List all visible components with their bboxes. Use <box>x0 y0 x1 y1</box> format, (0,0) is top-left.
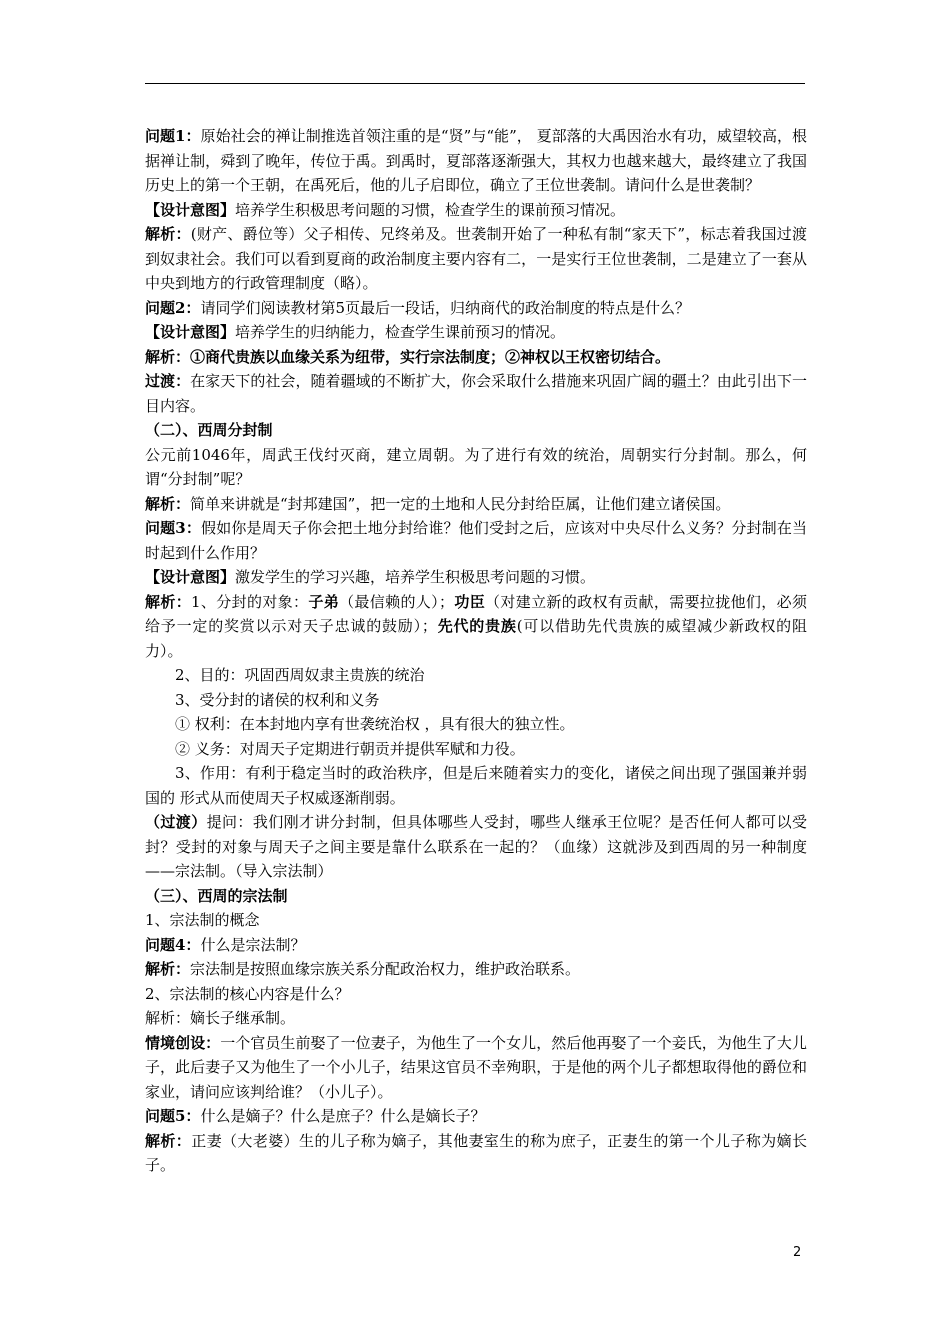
analysis-3 <box>145 492 807 517</box>
analysis-6 <box>145 1006 807 1031</box>
analysis-text: ①商代贵族以血缘关系为纽带，实行宗法制度；②神权以王权密切结合。 <box>190 347 671 366</box>
analysis-5 <box>145 957 807 982</box>
question-2 <box>145 296 807 321</box>
analysis-label: 解析： <box>145 347 191 366</box>
list-item-text: 3、受分封的诸侯的权利和义务 <box>175 690 380 709</box>
list-item-text: 3、作用：有利于稳定当时的政治秩序，但是后来随着实力的变化，诸侯之间出现了强国兼并弱国的 形式从而使周天子权威逐渐削弱。 <box>145 764 807 807</box>
purpose-item <box>145 663 807 688</box>
intro-paragraph <box>145 443 807 492</box>
scenario-label: 情境创设： <box>145 1033 221 1052</box>
list-item-text: 2、目的：巩固西周奴隶主贵族的统治 <box>175 666 425 684</box>
target-meritorious: 功臣 <box>454 592 486 611</box>
analysis-text: 解析：嫡长子继承制。 <box>145 1009 296 1027</box>
concept-heading-text: 1、宗法制的概念 <box>145 911 260 929</box>
section-heading-text: （二）、西周分封制 <box>145 421 273 439</box>
scenario-text: 一个官员生前娶了一位妻子，为他生了一个女儿，然后他再娶了一个妾氏，为他生了大儿子，此后妻子又为他生了一个小儿子，结果这官员不幸殉职，于是他的两个儿子都想取得他的爵位和家业，请问应该判给谁？（小儿子）。 <box>145 1033 807 1101</box>
design-intent-text: 培养学生的归纳能力，检查学生课前预习的情况。 <box>235 323 566 341</box>
design-intent-label: 【设计意图】 <box>145 200 236 219</box>
transition-2 <box>145 810 807 884</box>
transition-label: （过渡） <box>145 813 207 831</box>
question-label: 问题2： <box>145 298 201 317</box>
target-meritorious-note: （对建立新的政权有贡献，需要拉拢他们，必须给予一定的奖赏以示对天子忠诚的鼓励）； <box>145 592 807 635</box>
question-4 <box>145 933 807 958</box>
analysis-text: 简单来讲就是“封邦建国”，把一定的土地和人民分封给臣属，让他们建立诸侯国。 <box>190 494 731 513</box>
design-intent-1 <box>145 198 807 223</box>
question-label: 问题3： <box>145 519 202 537</box>
analysis-label: 解析： <box>145 494 191 513</box>
core-content-text: 2、宗法制的核心内容是什么？ <box>145 984 350 1003</box>
design-intent-3 <box>145 565 807 590</box>
question-label: 问题5： <box>145 1107 201 1125</box>
analysis-text: 宗法制是按照血缘宗族关系分配政治权力，维护政治联系。 <box>190 960 581 978</box>
design-intent-label: 【设计意图】 <box>145 568 236 586</box>
design-intent-text: 培养学生积极思考问题的习惯，检查学生的课前预习情况。 <box>235 200 626 219</box>
rights-duties-item <box>145 688 807 713</box>
transition-text: 在家天下的社会，随着疆域的不断扩大，你会采取什么措施来巩固广阔的疆土？由此引出下一目内容。 <box>145 372 807 415</box>
duties-item <box>145 737 807 762</box>
target-former-nobles-note: (可以借助先代贵族的威望减少新政权的阻力）。 <box>145 617 807 660</box>
question-label: 问题1： <box>145 127 201 145</box>
section-heading-text: （三）、西周的宗法制 <box>145 886 288 905</box>
page-number: 2 <box>793 1245 802 1260</box>
concept-heading <box>145 908 807 933</box>
analysis-label: 解析： <box>145 225 191 243</box>
analysis-label: 解析： <box>145 960 191 978</box>
analysis-text: 正妻（大老婆）生的儿子称为嫡子，其他妻室生的称为庶子，正妻生的第一个儿子称为嫡长子。 <box>145 1131 807 1174</box>
intro-text: 公元前1046年，周武王伐纣灭商，建立周朝。为了进行有效的统治，周朝实行分封制。那么，何谓“分封制”呢？ <box>145 445 807 488</box>
page-body <box>145 124 807 1178</box>
effect-item <box>145 761 807 810</box>
question-5 <box>145 1104 807 1129</box>
question-1 <box>145 124 807 198</box>
design-intent-label: 【设计意图】 <box>145 323 236 341</box>
target-former-nobles: 先代的贵族 <box>436 617 517 635</box>
section-heading-3 <box>145 884 807 909</box>
core-content-heading <box>145 982 807 1007</box>
list-item-text: ① 权利：在本封地内享有世袭统治权 ，具有很大的独立性。 <box>175 715 575 733</box>
question-label: 问题4： <box>145 935 201 954</box>
analysis-7 <box>145 1129 807 1178</box>
scenario <box>145 1031 807 1105</box>
analysis-1 <box>145 222 807 296</box>
question-text: 假如你是周天子你会把土地分封给谁？他们受封之后，应该对中央尽什么义务？分封制在当时起到什么作用？ <box>145 519 807 562</box>
analysis-text: 1、分封的对象： <box>191 592 309 611</box>
design-intent-2 <box>145 320 807 345</box>
question-text: 原始社会的禅让制推选首领注重的是“贤”与“能”， 夏部落的大禹因治水有功，威望较高，根据禅让制，舜到了晚年，传位于禹。到禹时，夏部落逐渐强大，其权力也越来越大，最终建立了我国历史上的第一个王朝，在禹死后，他的儿子启即位，确立了王位世袭制。请问什么是世袭制？ <box>145 127 808 194</box>
list-item-text: ② 义务：对周天子定期进行朝贡并提供军赋和力役。 <box>175 739 525 758</box>
question-text: 什么是嫡子？什么是庶子？什么是嫡长子？ <box>200 1107 486 1125</box>
section-heading-2 <box>145 418 807 443</box>
transition-label: 过渡： <box>145 372 191 390</box>
question-text: 什么是宗法制？ <box>200 935 306 954</box>
question-3 <box>145 516 807 565</box>
transition-text: 提问：我们刚才讲分封制，但具体哪些人受封，哪些人继承王位呢？是否任何人都可以受封？受封的对象与周天子之间主要是靠什么联系在一起的？（血缘）这就涉及到西周的另一种制度——宗法制。（导入宗法制） <box>145 813 807 880</box>
analysis-label: 解析： <box>145 592 192 611</box>
analysis-text: (财产、爵位等）父子相传、兄终弟及。世袭制开始了一种私有制“家天下”，标志着我国过渡到奴隶社会。我们可以看到夏商的政治制度主要内容有二，一是实行王位世袭制，二是建立了一套从中央到地方的行政管理制度（略）。 <box>145 225 807 292</box>
header-rule <box>145 83 805 84</box>
target-relatives-note: （最信赖的人）； <box>339 592 454 611</box>
analysis-4 <box>145 590 807 664</box>
analysis-label: 解析： <box>145 1131 192 1150</box>
design-intent-text: 激发学生的学习兴趣，培养学生积极思考问题的习惯。 <box>235 568 596 586</box>
transition-1 <box>145 369 807 418</box>
target-relatives: 子弟 <box>308 592 340 611</box>
question-text: 请同学们阅读教材第5页最后一段话，归纳商代的政治制度的特点是什么？ <box>200 298 690 317</box>
analysis-2 <box>145 345 807 370</box>
rights-item <box>145 712 807 737</box>
